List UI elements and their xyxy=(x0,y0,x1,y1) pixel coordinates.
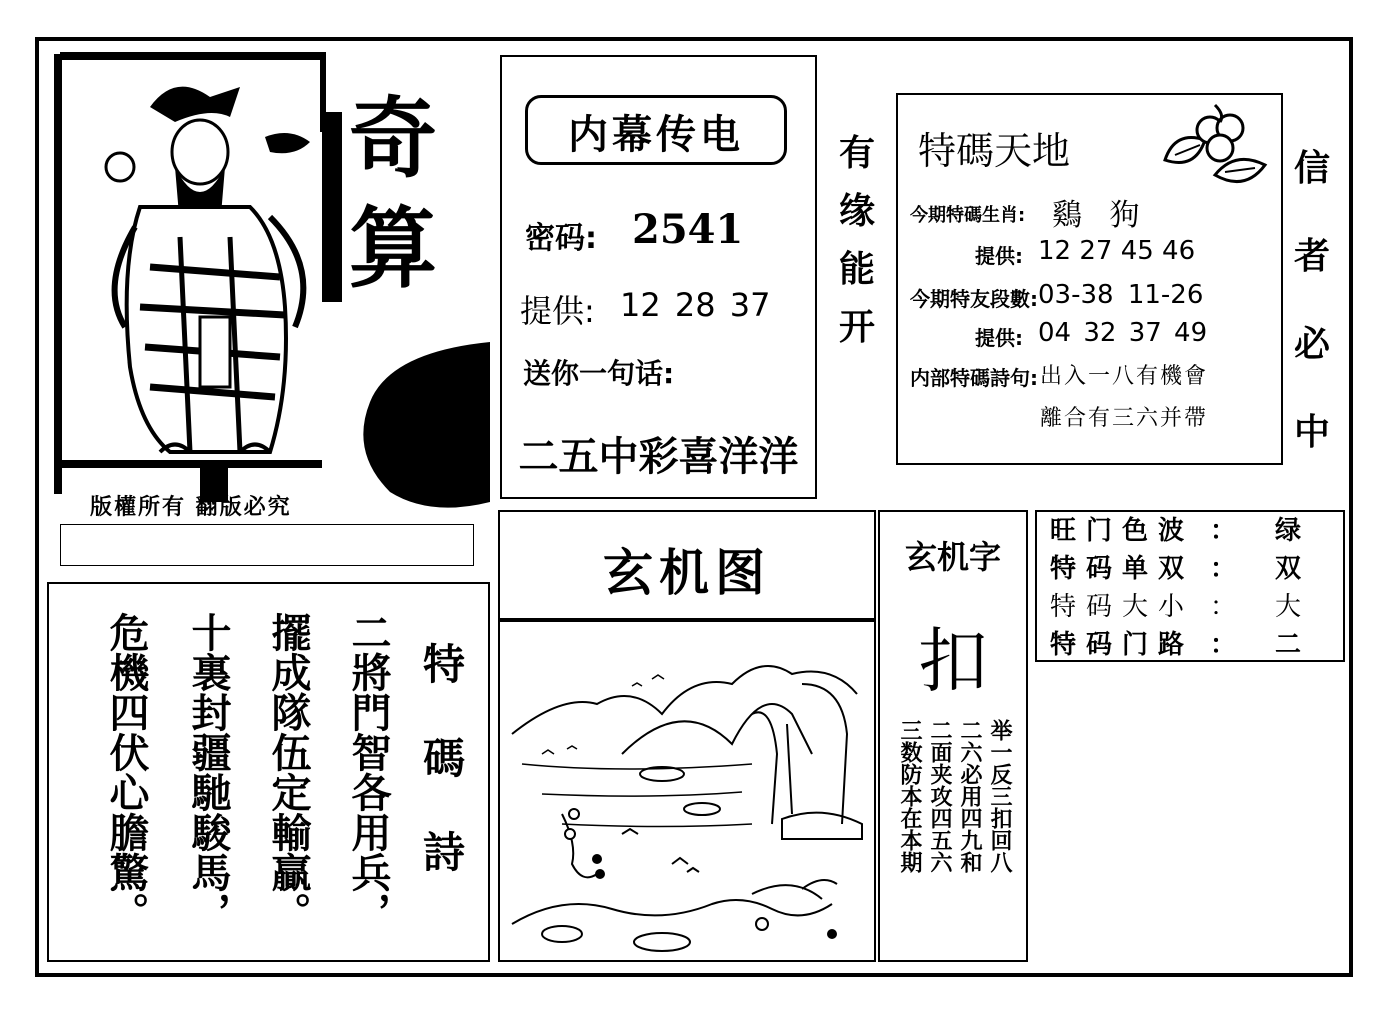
shengxiao-label: 今期特碼生肖: xyxy=(910,205,1026,226)
info-row-value: 双 xyxy=(1275,554,1302,584)
tema-poem-line1: 出入一八有機會 xyxy=(1040,364,1209,389)
vertical-right-char: 中 xyxy=(1293,412,1330,453)
xuanjizi-column-4: 三数防本在本期 xyxy=(897,719,922,873)
poem-title xyxy=(420,618,468,900)
duanshu-value: 03-38 11-26 xyxy=(1038,280,1204,310)
vertical-left-char: 能 xyxy=(838,249,875,290)
vertical-slogan-left xyxy=(837,125,877,357)
neimu-phrase: 二五中彩喜洋洋 xyxy=(518,434,799,480)
neimu-phrase-label: 送你一句话: xyxy=(523,357,675,390)
xuanjizi-char: 扣 xyxy=(918,620,988,702)
vertical-right-char: 者 xyxy=(1293,236,1330,277)
poster-ink-blob xyxy=(350,342,490,512)
info-row-sep: ： xyxy=(1210,630,1237,660)
poster-blank-strip xyxy=(60,524,474,566)
info-row xyxy=(1050,512,1301,550)
vertical-right-char: 信 xyxy=(1293,148,1330,189)
neimu-provide-label: 提供: xyxy=(520,292,595,330)
poem-column-4: 危機四伏心膽驚。 xyxy=(103,612,150,932)
info-row xyxy=(1050,626,1301,664)
info-rows xyxy=(1050,512,1301,664)
neimu-provide-value: 12 28 37 xyxy=(620,286,771,324)
poster-panel xyxy=(50,52,488,572)
duanshu-label: 今期特友段數: xyxy=(910,287,1038,311)
info-row-sep: ： xyxy=(1210,554,1237,584)
vertical-left-char: 缘 xyxy=(838,191,875,232)
poster-border-top xyxy=(60,52,322,60)
tema-provide1-value: 12 27 45 46 xyxy=(1038,236,1196,266)
info-row-label: 特码大小 xyxy=(1050,592,1195,622)
poster-issue-suffix: 期 xyxy=(445,476,465,500)
poster-title-char-1: 奇 xyxy=(348,86,437,190)
tema-provide1-label: 提供: xyxy=(975,244,1023,268)
tema-provide2-value: 04 32 37 49 xyxy=(1038,318,1208,348)
info-row-sep: ： xyxy=(1210,516,1237,546)
info-row xyxy=(1050,588,1301,626)
xuanjitu-title: 玄机图 xyxy=(603,544,771,602)
vertical-slogan-right xyxy=(1292,125,1332,477)
poem-column-1: 二將門智各用兵， xyxy=(345,612,392,932)
info-row-label: 特码单双 xyxy=(1050,554,1195,584)
password-value: 2541 xyxy=(632,206,744,253)
poem-title-char: 特 xyxy=(422,640,465,689)
poem-column-2: 擺成隊伍定輸贏。 xyxy=(265,612,312,932)
info-row-label: 旺门色波 xyxy=(1050,516,1195,546)
landscape-illustration xyxy=(502,624,872,958)
poem-title-char: 碼 xyxy=(422,734,465,783)
xuanjizi-title: 玄机字 xyxy=(904,538,1001,576)
tema-poem-line2: 離合有三六并帶 xyxy=(1040,406,1209,431)
xuanjizi-column-3: 二面夹攻四五六 xyxy=(927,719,952,873)
info-row-value: 二 xyxy=(1275,630,1302,660)
info-row-sep: ： xyxy=(1210,592,1237,622)
poster-copyright: 版權所有 翻版必究 xyxy=(90,494,292,520)
info-row xyxy=(1050,550,1301,588)
poem-column-3: 十裏封疆馳駿馬， xyxy=(185,612,232,932)
poem-title-char: 詩 xyxy=(422,828,465,877)
info-row-label: 特码门路 xyxy=(1050,630,1195,660)
neimu-title: 内幕传电 xyxy=(568,112,744,158)
tema-poem-label: 内部特碼詩句: xyxy=(910,366,1038,390)
password-label: 密码: xyxy=(525,221,597,256)
poster-border-left xyxy=(54,54,62,494)
poster-title-char-2: 算 xyxy=(348,196,437,300)
info-row-value: 大 xyxy=(1275,592,1302,622)
shengxiao-value: 鷄 狗 xyxy=(1052,198,1140,233)
deity-figure-illustration xyxy=(80,67,325,462)
xuanjizi-column-2: 二六必用四九和 xyxy=(957,719,982,873)
tema-title: 特碼天地 xyxy=(918,129,1071,173)
fruit-decoration-icon xyxy=(1155,100,1270,195)
tema-provide2-label: 提供: xyxy=(975,326,1023,350)
info-row-value: 绿 xyxy=(1275,516,1302,546)
vertical-left-char: 有 xyxy=(838,133,875,174)
xuanjizi-column-1: 举一反三扣回八 xyxy=(987,719,1012,873)
vertical-left-char: 开 xyxy=(838,307,875,348)
vertical-right-char: 必 xyxy=(1293,324,1330,365)
